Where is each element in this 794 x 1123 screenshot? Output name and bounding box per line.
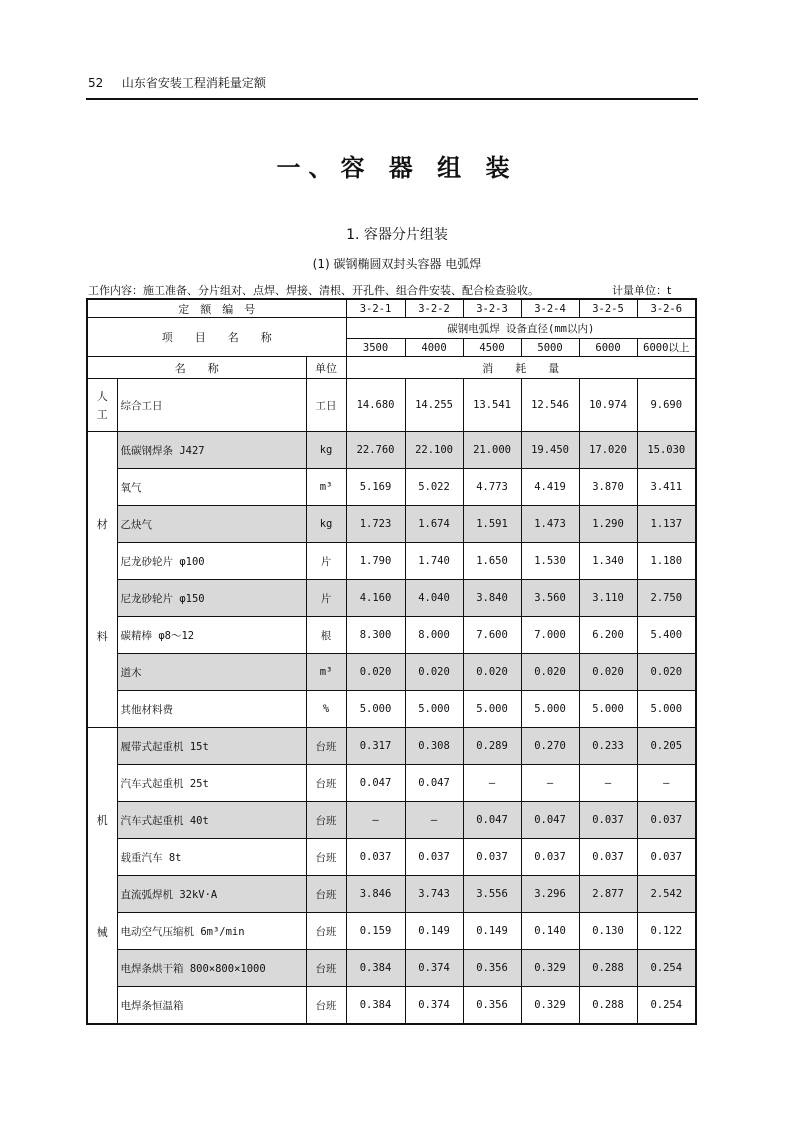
consumption-value: 5.000 bbox=[405, 691, 463, 728]
consumption-value: 0.020 bbox=[637, 654, 696, 691]
consumption-value: — bbox=[463, 765, 521, 802]
diameter-cell: 3500 bbox=[346, 339, 405, 357]
consumption-value: 0.356 bbox=[463, 987, 521, 1025]
quota-code: 3-2-1 bbox=[346, 299, 405, 318]
consumption-value: — bbox=[405, 802, 463, 839]
category-machine bbox=[87, 728, 117, 1025]
consumption-value: 22.760 bbox=[346, 432, 405, 469]
resource-name: 尼龙砂轮片 φ100 bbox=[117, 543, 306, 580]
quota-code-row bbox=[87, 299, 696, 318]
consumption-value: 0.374 bbox=[405, 987, 463, 1025]
table-row bbox=[87, 506, 696, 543]
consumption-value: 0.233 bbox=[579, 728, 637, 765]
consumption-value: 0.047 bbox=[405, 765, 463, 802]
table-row bbox=[87, 802, 696, 839]
consumption-value: — bbox=[579, 765, 637, 802]
resource-unit: 片 bbox=[306, 580, 346, 617]
consumption-value: 5.022 bbox=[405, 469, 463, 506]
consumption-value: 0.037 bbox=[463, 839, 521, 876]
quota-code: 3-2-6 bbox=[637, 299, 696, 318]
table-row bbox=[87, 839, 696, 876]
resource-name: 其他材料费 bbox=[117, 691, 306, 728]
consumption-value: 14.255 bbox=[405, 379, 463, 432]
table-row bbox=[87, 765, 696, 802]
consumption-value: 4.773 bbox=[463, 469, 521, 506]
table-row bbox=[87, 580, 696, 617]
consumption-value: 0.384 bbox=[346, 950, 405, 987]
resource-name: 乙炔气 bbox=[117, 506, 306, 543]
consumption-value: 0.149 bbox=[405, 913, 463, 950]
column-header-row bbox=[87, 357, 696, 379]
table-row bbox=[87, 432, 696, 469]
consumption-value: 8.000 bbox=[405, 617, 463, 654]
resource-unit: 台班 bbox=[306, 765, 346, 802]
group-header-row bbox=[87, 318, 696, 339]
category-char: 料 bbox=[96, 629, 108, 643]
resource-name: 载重汽车 8t bbox=[117, 839, 306, 876]
consumption-value: — bbox=[346, 802, 405, 839]
consumption-value: 8.300 bbox=[346, 617, 405, 654]
consumption-value: 3.296 bbox=[521, 876, 579, 913]
consumption-value: 0.037 bbox=[521, 839, 579, 876]
consumption-value: 1.137 bbox=[637, 506, 696, 543]
resource-unit: kg bbox=[306, 506, 346, 543]
consumption-value: 0.020 bbox=[405, 654, 463, 691]
consumption-value: 0.047 bbox=[463, 802, 521, 839]
table-row bbox=[87, 469, 696, 506]
consumption-value: 0.205 bbox=[637, 728, 696, 765]
table-row bbox=[87, 876, 696, 913]
work-content: 工作内容：施工准备、分片组对、点焊、焊接、清根、开孔件、组合件安装、配合检查验收。 bbox=[88, 284, 539, 297]
consumption-value: 21.000 bbox=[463, 432, 521, 469]
resource-unit: 台班 bbox=[306, 802, 346, 839]
diameter-cell: 6000以上 bbox=[637, 339, 696, 357]
consumption-value: 0.149 bbox=[463, 913, 521, 950]
consumption-value: 3.840 bbox=[463, 580, 521, 617]
section-title: 1. 容器分片组装 bbox=[346, 227, 448, 243]
consumption-value: 1.473 bbox=[521, 506, 579, 543]
book-title: 山东省安装工程消耗量定额 bbox=[121, 76, 266, 90]
consumption-value: 3.743 bbox=[405, 876, 463, 913]
consumption-value: 2.877 bbox=[579, 876, 637, 913]
consumption-value: 3.110 bbox=[579, 580, 637, 617]
resource-unit: m³ bbox=[306, 654, 346, 691]
name-column-header: 名 称 bbox=[87, 357, 306, 379]
page-header bbox=[88, 74, 266, 91]
consumption-value: 1.790 bbox=[346, 543, 405, 580]
resource-name: 电焊条恒温箱 bbox=[117, 987, 306, 1025]
category-char: 机 bbox=[96, 813, 108, 827]
consumption-value: 0.020 bbox=[346, 654, 405, 691]
consumption-value: 22.100 bbox=[405, 432, 463, 469]
consumption-value: 0.374 bbox=[405, 950, 463, 987]
consumption-value: 5.000 bbox=[521, 691, 579, 728]
table-row bbox=[87, 379, 696, 432]
consumption-value: 1.290 bbox=[579, 506, 637, 543]
consumption-value: 0.384 bbox=[346, 987, 405, 1025]
consumption-value: 0.356 bbox=[463, 950, 521, 987]
resource-name: 低碳钢焊条 J427 bbox=[117, 432, 306, 469]
consumption-value: 5.400 bbox=[637, 617, 696, 654]
resource-unit: 台班 bbox=[306, 839, 346, 876]
consumption-value: 0.020 bbox=[463, 654, 521, 691]
category-char: 工 bbox=[96, 408, 108, 421]
diameter-cell: 4500 bbox=[463, 339, 521, 357]
consumption-value: 14.680 bbox=[346, 379, 405, 432]
consumption-value: 0.037 bbox=[637, 802, 696, 839]
consumption-value: 0.289 bbox=[463, 728, 521, 765]
resource-unit: m³ bbox=[306, 469, 346, 506]
resource-name: 履带式起重机 15t bbox=[117, 728, 306, 765]
consumption-value: 15.030 bbox=[637, 432, 696, 469]
table-row bbox=[87, 617, 696, 654]
group-header: 碳钢电弧焊 设备直径(mm以内) bbox=[346, 318, 696, 339]
consumption-value: 0.329 bbox=[521, 987, 579, 1025]
consumption-value: 0.308 bbox=[405, 728, 463, 765]
resource-name: 汽车式起重机 40t bbox=[117, 802, 306, 839]
consumption-value: 0.329 bbox=[521, 950, 579, 987]
item-name-label: 项 目 名 称 bbox=[87, 318, 346, 357]
consumption-value: 0.317 bbox=[346, 728, 405, 765]
table-row bbox=[87, 654, 696, 691]
page-number: 52 bbox=[88, 76, 104, 90]
consumption-value: — bbox=[521, 765, 579, 802]
table-row bbox=[87, 728, 696, 765]
consumption-value: 0.288 bbox=[579, 987, 637, 1025]
quota-code: 3-2-4 bbox=[521, 299, 579, 318]
resource-name: 碳精棒 φ8～12 bbox=[117, 617, 306, 654]
resource-unit: 根 bbox=[306, 617, 346, 654]
consumption-value: 3.556 bbox=[463, 876, 521, 913]
diameter-cell: 4000 bbox=[405, 339, 463, 357]
resource-name: 电焊条烘干箱 800×800×1000 bbox=[117, 950, 306, 987]
consumption-value: 1.530 bbox=[521, 543, 579, 580]
consumption-value: 6.200 bbox=[579, 617, 637, 654]
consumption-value: 4.160 bbox=[346, 580, 405, 617]
table-row bbox=[87, 913, 696, 950]
subsection-title: (1) 碳钢椭圆双封头容器 电弧焊 bbox=[312, 257, 482, 271]
table-row bbox=[87, 543, 696, 580]
category-material bbox=[87, 432, 117, 728]
category-char: 材 bbox=[96, 517, 108, 531]
consumption-value: 0.159 bbox=[346, 913, 405, 950]
table-row bbox=[87, 950, 696, 987]
consumption-value: 9.690 bbox=[637, 379, 696, 432]
consumption-value: 10.974 bbox=[579, 379, 637, 432]
resource-name: 综合工日 bbox=[117, 379, 306, 432]
diameter-cell: 5000 bbox=[521, 339, 579, 357]
resource-unit: kg bbox=[306, 432, 346, 469]
resource-name: 汽车式起重机 25t bbox=[117, 765, 306, 802]
consumption-value: 0.020 bbox=[521, 654, 579, 691]
consumption-value: 7.000 bbox=[521, 617, 579, 654]
consumption-value: 0.254 bbox=[637, 987, 696, 1025]
diameter-cell: 6000 bbox=[579, 339, 637, 357]
quota-code: 3-2-5 bbox=[579, 299, 637, 318]
consumption-value: 0.020 bbox=[579, 654, 637, 691]
consumption-value: 2.542 bbox=[637, 876, 696, 913]
table-row bbox=[87, 691, 696, 728]
consumption-value: 4.419 bbox=[521, 469, 579, 506]
consumption-value: 0.037 bbox=[346, 839, 405, 876]
consumption-value: 0.037 bbox=[579, 802, 637, 839]
consumption-value: 5.000 bbox=[346, 691, 405, 728]
resource-name: 道木 bbox=[117, 654, 306, 691]
consumption-value: 1.340 bbox=[579, 543, 637, 580]
unit-column-header: 单位 bbox=[306, 357, 346, 379]
consumption-value: 3.411 bbox=[637, 469, 696, 506]
consumption-value: 5.169 bbox=[346, 469, 405, 506]
resource-unit: 台班 bbox=[306, 876, 346, 913]
consumption-value: 0.037 bbox=[405, 839, 463, 876]
consumption-value: 0.254 bbox=[637, 950, 696, 987]
quota-code: 3-2-3 bbox=[463, 299, 521, 318]
consumption-value: 0.270 bbox=[521, 728, 579, 765]
consumption-value: 0.037 bbox=[579, 839, 637, 876]
consumption-value: 5.000 bbox=[637, 691, 696, 728]
consumption-value: 1.650 bbox=[463, 543, 521, 580]
consumption-value: 3.870 bbox=[579, 469, 637, 506]
quota-table bbox=[86, 298, 697, 1025]
resource-name: 电动空气压缩机 6m³/min bbox=[117, 913, 306, 950]
consumption-value: 0.130 bbox=[579, 913, 637, 950]
consumption-value: — bbox=[637, 765, 696, 802]
consumption-value: 0.140 bbox=[521, 913, 579, 950]
resource-name: 氧气 bbox=[117, 469, 306, 506]
consumption-header: 消 耗 量 bbox=[346, 357, 696, 379]
consumption-value: 0.047 bbox=[346, 765, 405, 802]
consumption-value: 3.846 bbox=[346, 876, 405, 913]
quota-label: 定 额 编 号 bbox=[87, 299, 346, 318]
consumption-value: 1.180 bbox=[637, 543, 696, 580]
consumption-value: 13.541 bbox=[463, 379, 521, 432]
consumption-value: 5.000 bbox=[579, 691, 637, 728]
category-labor bbox=[87, 379, 117, 432]
chapter-title: 一、容 器 组 装 bbox=[276, 154, 518, 182]
consumption-value: 7.600 bbox=[463, 617, 521, 654]
resource-unit: 工日 bbox=[306, 379, 346, 432]
category-char: 械 bbox=[96, 925, 108, 939]
resource-unit: % bbox=[306, 691, 346, 728]
consumption-value: 17.020 bbox=[579, 432, 637, 469]
consumption-value: 2.750 bbox=[637, 580, 696, 617]
table-row bbox=[87, 987, 696, 1025]
resource-unit: 台班 bbox=[306, 728, 346, 765]
consumption-value: 1.723 bbox=[346, 506, 405, 543]
resource-unit: 台班 bbox=[306, 987, 346, 1025]
consumption-value: 19.450 bbox=[521, 432, 579, 469]
quota-code: 3-2-2 bbox=[405, 299, 463, 318]
measurement-unit: 计量单位：t bbox=[612, 284, 672, 297]
consumption-value: 1.674 bbox=[405, 506, 463, 543]
resource-unit: 台班 bbox=[306, 913, 346, 950]
consumption-value: 3.560 bbox=[521, 580, 579, 617]
resource-name: 直流弧焊机 32kV·A bbox=[117, 876, 306, 913]
resource-unit: 片 bbox=[306, 543, 346, 580]
consumption-value: 0.122 bbox=[637, 913, 696, 950]
consumption-value: 1.740 bbox=[405, 543, 463, 580]
consumption-value: 0.037 bbox=[637, 839, 696, 876]
category-char: 人 bbox=[96, 390, 108, 403]
header-rule bbox=[86, 98, 698, 100]
consumption-value: 0.047 bbox=[521, 802, 579, 839]
consumption-value: 4.040 bbox=[405, 580, 463, 617]
consumption-value: 0.288 bbox=[579, 950, 637, 987]
resource-unit: 台班 bbox=[306, 950, 346, 987]
resource-name: 尼龙砂轮片 φ150 bbox=[117, 580, 306, 617]
consumption-value: 12.546 bbox=[521, 379, 579, 432]
consumption-value: 5.000 bbox=[463, 691, 521, 728]
consumption-value: 1.591 bbox=[463, 506, 521, 543]
